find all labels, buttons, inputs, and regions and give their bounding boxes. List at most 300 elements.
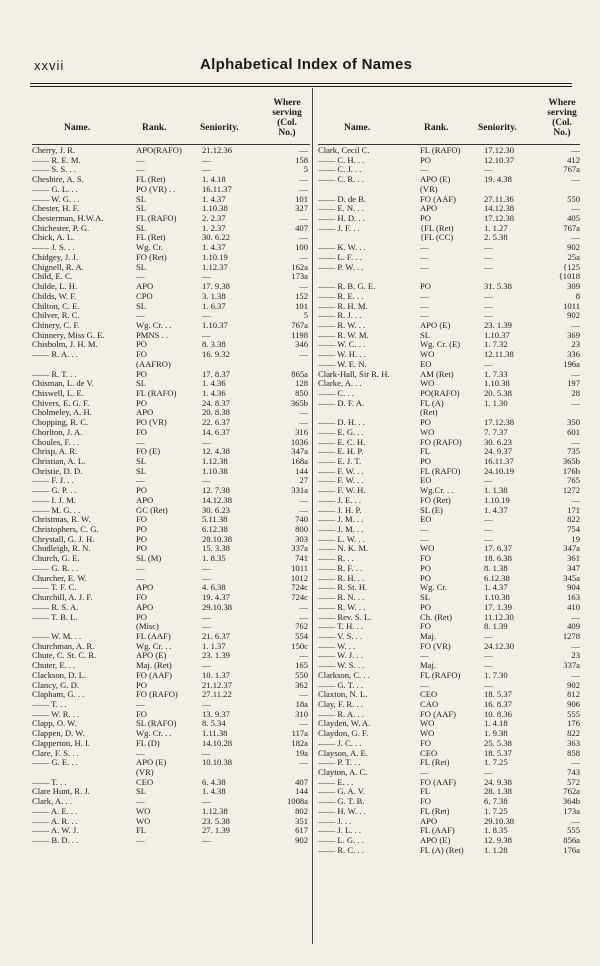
- index-entry: [32, 583, 310, 593]
- entry-seniority: 28. 1.38: [484, 787, 512, 797]
- index-entry: [32, 710, 310, 720]
- entry-col-no: 724c: [291, 593, 308, 603]
- entry-name: —— T. . .: [32, 699, 67, 709]
- entry-name: Clayden, W. A.: [318, 719, 371, 729]
- entry-name: Chrystall, G. J. H.: [32, 534, 95, 544]
- entry-col-no: 150c: [291, 641, 308, 651]
- entry-seniority: —: [484, 680, 493, 690]
- entry-rank: WO: [136, 816, 151, 826]
- entry-seniority: 14. 6.37: [202, 427, 230, 437]
- entry-col-no: —: [571, 233, 580, 243]
- entry-seniority: —: [484, 651, 493, 661]
- entry-seniority: —: [202, 311, 211, 321]
- entry-rank: FL: [420, 447, 431, 457]
- entry-seniority: 1.10.38: [484, 593, 510, 603]
- entry-rank: FL (RAFO): [136, 388, 177, 398]
- entry-col-no: 902: [567, 311, 580, 321]
- entry-rank: APO: [420, 816, 438, 826]
- entry-rank: WO: [420, 719, 435, 729]
- entry-name: —— R. A. . .: [318, 709, 364, 719]
- index-entry: [318, 428, 580, 438]
- entry-seniority: 23. 5.38: [202, 816, 230, 826]
- entry-col-no: 347a: [563, 544, 580, 554]
- entry-name: —— G. L. . .: [32, 184, 78, 194]
- entry-name: Chivers, E. G. F.: [32, 398, 90, 408]
- index-entry: [318, 165, 580, 175]
- index-entry: [32, 554, 310, 564]
- entry-seniority: 1. 4.37: [202, 243, 226, 253]
- index-entry: [32, 175, 310, 185]
- entry-rank: —: [420, 768, 429, 777]
- right-header-rule: [318, 144, 580, 145]
- entry-rank: FL (AAF): [136, 631, 171, 641]
- index-entry: [32, 447, 310, 457]
- entry-name: Cholmeley, A. H.: [32, 408, 92, 418]
- entry-col-no: 572: [567, 777, 580, 787]
- entry-rank: FL (Ret): [136, 175, 166, 185]
- entry-name: —— R. N. . .: [318, 593, 365, 603]
- index-entry: [32, 243, 310, 253]
- page-number: xxvii: [34, 58, 65, 73]
- entry-name: —— W. H. . .: [318, 350, 366, 360]
- entry-rank: PO (VR) . .: [136, 184, 176, 194]
- entry-name: —— R. C. . .: [318, 845, 364, 855]
- entry-rank: FO (Ret): [136, 252, 167, 262]
- entry-seniority: 1. 4.18: [484, 719, 508, 729]
- index-entry: [32, 476, 310, 486]
- index-entry: [32, 292, 310, 302]
- entry-seniority: 27.11.36: [484, 194, 514, 204]
- entry-rank: SL: [136, 194, 147, 204]
- entry-name: Clapham, G. . .: [32, 690, 85, 700]
- entry-seniority: —: [484, 534, 493, 544]
- index-entry: [318, 622, 580, 632]
- entry-seniority: 11.12.30: [484, 612, 514, 622]
- index-entry: [318, 817, 580, 827]
- entry-rank: —: [420, 301, 429, 311]
- index-entry: [32, 622, 310, 632]
- index-entry: [318, 340, 580, 350]
- index-entry: [32, 360, 310, 370]
- index-entry: [318, 690, 580, 700]
- entry-col-no: 767a: [563, 165, 580, 175]
- entry-rank: CAO: [420, 699, 439, 709]
- entry-seniority: —: [484, 661, 493, 671]
- entry-name: Childe, L. H.: [32, 282, 78, 292]
- name-header: Name.: [64, 123, 91, 133]
- entry-rank: CEO: [136, 777, 154, 787]
- index-entry: [318, 185, 580, 195]
- entry-seniority: 1. 7.25: [484, 758, 508, 768]
- index-entry: [318, 544, 580, 554]
- index-entry: [318, 156, 580, 166]
- entry-seniority: 17. 6.37: [484, 544, 512, 554]
- entry-seniority: 6.12.38: [484, 573, 510, 583]
- entry-rank: CEO: [420, 690, 438, 700]
- entry-name: Churcher, E. W.: [32, 573, 87, 583]
- index-entry: [32, 195, 310, 205]
- index-entry: [318, 224, 580, 234]
- entry-seniority: 23. 1.39: [202, 651, 230, 661]
- entry-name: —— E. C. H.: [318, 437, 366, 447]
- entry-rank: APO: [136, 282, 154, 292]
- index-entry: [32, 758, 310, 768]
- entry-name: —— G. A. V.: [318, 787, 365, 797]
- entry-col-no: —: [299, 651, 308, 661]
- entry-col-no: —: [571, 758, 580, 768]
- entry-col-no: 350: [567, 418, 580, 428]
- entry-name: —— T. F. C.: [32, 583, 77, 593]
- entry-rank: FL (RAFO): [136, 214, 177, 224]
- entry-rank: PO: [420, 282, 431, 292]
- entry-rank: —: [136, 748, 145, 758]
- entry-name: —— W. . .: [318, 641, 356, 651]
- entry-seniority: 20. 5.38: [484, 388, 512, 398]
- index-entry: [318, 282, 580, 292]
- entry-rank: PO: [136, 534, 147, 544]
- entry-name: Chrisp, A. R.: [32, 447, 78, 457]
- entry-rank: FL (Ret): [420, 758, 450, 768]
- index-entry: [32, 681, 310, 691]
- entry-col-no: —: [571, 437, 580, 447]
- entry-seniority: 5.11.38: [202, 515, 228, 525]
- entry-name: —— J. S. . .: [32, 243, 75, 253]
- seniority-header: Seniority.: [200, 123, 239, 133]
- entry-rank: —: [420, 262, 429, 272]
- entry-rank: —: [136, 165, 145, 175]
- entry-seniority: 12. 4.38: [202, 447, 230, 457]
- index-entry: [32, 661, 310, 671]
- entry-rank: PO: [136, 398, 147, 408]
- entry-seniority: 29.10.38: [484, 816, 515, 826]
- entry-name: —— R. . .: [318, 554, 354, 564]
- entry-col-no: 128: [295, 379, 308, 389]
- entry-seniority: 15. 3.38: [202, 544, 230, 554]
- entry-seniority: 3. 1.38: [202, 291, 226, 301]
- entry-col-no: —: [571, 398, 580, 408]
- entry-seniority: 1. 6.37: [202, 301, 226, 311]
- index-entry: [318, 243, 580, 253]
- entry-name: Claydon, G. F.: [318, 729, 369, 739]
- entry-name: —— B. D. . .: [32, 836, 79, 846]
- entry-seniority: —: [202, 622, 211, 632]
- entry-rank: SL: [136, 223, 147, 233]
- entry-col-no: 762: [295, 622, 308, 632]
- index-entry: [318, 778, 580, 788]
- entry-name: Christian, A. L.: [32, 457, 86, 466]
- index-entry: [32, 729, 310, 739]
- entry-seniority: —: [484, 291, 493, 301]
- entry-rank: Wg.Cr. . .: [420, 486, 454, 496]
- entry-seniority: 1.10.38: [484, 379, 510, 389]
- entry-seniority: —: [202, 699, 211, 709]
- entry-seniority: 14.12.38: [202, 495, 233, 505]
- entry-rank: APO(RAFO): [136, 146, 182, 155]
- entry-col-no: —: [299, 282, 308, 292]
- entry-name: Cheshire, A. S.: [32, 175, 84, 185]
- entry-name: —— T. . .: [32, 777, 67, 787]
- entry-seniority: 12.11.38: [484, 350, 514, 360]
- entry-col-no: 173a: [563, 806, 580, 816]
- entry-col-no: 18a: [295, 699, 308, 709]
- entry-name: Chichester, P. G.: [32, 223, 90, 233]
- entry-name: —— L. F. . .: [318, 252, 362, 262]
- index-entry: [318, 418, 580, 428]
- entry-seniority: 1. 7.30: [484, 670, 508, 680]
- entry-col-no: 182a: [291, 738, 308, 748]
- entry-name: —— J. H. P.: [318, 505, 362, 515]
- entry-name: Chisholm, J. H. M.: [32, 340, 98, 350]
- entry-name: Childs, W. F.: [32, 291, 77, 301]
- entry-name: —— L. G. . .: [318, 836, 364, 846]
- entry-name: —— L. W. . .: [318, 534, 365, 544]
- entry-rank: FL (RAFO): [420, 466, 461, 476]
- entry-col-no: 1198: [291, 330, 308, 340]
- entry-rank: FO (AAF): [420, 194, 457, 204]
- seniority-header: Seniority.: [478, 123, 517, 133]
- entry-seniority: 8. 5.34: [202, 719, 226, 729]
- entry-name: —— R. E. . .: [318, 291, 364, 301]
- entry-seniority: —: [484, 301, 493, 311]
- entry-col-no: 906: [567, 699, 580, 709]
- entry-col-no: 327: [295, 204, 308, 214]
- entry-seniority: 24. 9.37: [484, 447, 512, 457]
- entry-seniority: 21.12.36: [202, 146, 233, 155]
- page-header: [0, 54, 600, 78]
- entry-seniority: —: [202, 797, 211, 807]
- entry-rank: Wg. Cr.: [136, 243, 163, 253]
- index-entry: [318, 554, 580, 564]
- entry-rank: PO: [420, 563, 431, 573]
- entry-rank: EO: [420, 359, 432, 369]
- index-entry: [318, 807, 580, 817]
- entry-seniority: 18. 5.37: [484, 690, 512, 700]
- index-entry: [32, 749, 310, 759]
- index-entry: [318, 768, 580, 778]
- entry-name: Chick, A. L.: [32, 233, 75, 243]
- entry-col-no: —: [571, 146, 580, 155]
- entry-rank: FO (AAF): [136, 670, 173, 680]
- entry-seniority: 19. 4.37: [202, 593, 230, 603]
- entry-name: —— J. F. . .: [318, 223, 360, 233]
- entry-col-no: 902: [567, 680, 580, 690]
- entry-name: Chisman, L. de V.: [32, 379, 94, 389]
- entry-rank: —: [420, 534, 429, 544]
- entry-seniority: 1. 4.37: [202, 194, 226, 204]
- index-entry: [32, 399, 310, 409]
- entry-seniority: 31. 5.38: [484, 282, 512, 292]
- index-entry: [318, 233, 580, 243]
- entry-seniority: 30. 6.23: [484, 437, 512, 447]
- entry-seniority: 27. 1.39: [202, 826, 230, 836]
- index-entry: [32, 544, 310, 554]
- entry-seniority: 1.10.37: [202, 320, 228, 330]
- entry-rank: FL (RAFO): [420, 670, 461, 680]
- index-entry: [318, 350, 580, 360]
- entry-rank: PO (VR): [136, 418, 167, 428]
- index-entry: [318, 613, 580, 623]
- index-entry: [318, 476, 580, 486]
- entry-seniority: —: [484, 165, 493, 175]
- entry-seniority: 1.12.38: [202, 457, 228, 466]
- entry-rank: SL: [420, 593, 431, 603]
- entry-seniority: 17. 1.39: [484, 602, 512, 612]
- index-entry: [318, 593, 580, 603]
- index-entry: [318, 399, 580, 409]
- entry-seniority: 1. 4.37: [484, 583, 508, 593]
- entry-name: Claxton, N. L.: [318, 690, 368, 700]
- entry-seniority: 1.10.37: [484, 330, 510, 340]
- entry-seniority: —: [202, 573, 211, 583]
- entry-rank: EO: [420, 515, 432, 525]
- entry-col-no: 19: [571, 534, 580, 544]
- index-entry: [32, 185, 310, 195]
- col-no-header: Where serving (Col. No.): [272, 98, 302, 138]
- entry-col-no: 754: [567, 525, 580, 535]
- entry-rank: FL (RAFO): [420, 146, 461, 155]
- entry-seniority: 1. 7.32: [484, 340, 508, 350]
- entry-rank: (Ret): [420, 408, 438, 418]
- entry-col-no: 163: [567, 593, 580, 603]
- page-title: Alphabetical Index of Names: [200, 56, 413, 73]
- entry-rank: PO(RAFO): [420, 388, 460, 398]
- entry-seniority: —: [484, 631, 493, 641]
- entry-col-no: 822: [567, 515, 580, 525]
- entry-name: Chester, H. F.: [32, 204, 79, 214]
- index-entry: [32, 671, 310, 681]
- entry-name: —— W. M. . .: [32, 631, 82, 641]
- entry-name: —— H. D. . .: [318, 214, 365, 224]
- entry-col-no: 25a: [567, 252, 580, 262]
- entry-seniority: 10. 8.36: [484, 709, 512, 719]
- entry-seniority: 1. 8.35: [202, 554, 226, 564]
- entry-seniority: —: [484, 311, 493, 321]
- entry-col-no: 23: [571, 340, 580, 350]
- entry-seniority: 1.10.19: [484, 495, 510, 505]
- entry-name: Chinnery, Miss G. E.: [32, 330, 105, 340]
- entry-rank: Ch. (Ret): [420, 612, 452, 622]
- entry-rank: WO: [420, 544, 435, 554]
- entry-col-no: 724c: [291, 583, 308, 593]
- entry-seniority: 1. 1.38: [484, 486, 508, 496]
- entry-seniority: 1. 8.35: [484, 826, 508, 836]
- entry-col-no: 1272: [562, 486, 580, 496]
- entry-name: Chignell, R. A.: [32, 262, 84, 272]
- rank-header: Rank.: [424, 123, 449, 133]
- entry-col-no: 822: [567, 729, 580, 739]
- entry-seniority: 29.10.38: [202, 602, 233, 612]
- index-entry: [318, 729, 580, 739]
- entry-rank: FO: [420, 622, 431, 632]
- entry-seniority: 12.10.37: [484, 155, 515, 165]
- entry-seniority: —: [484, 515, 493, 525]
- index-entry: [32, 515, 310, 525]
- entry-col-no: —: [571, 495, 580, 505]
- left-entries: [32, 146, 310, 846]
- entry-name: —— D. F. A.: [318, 398, 365, 408]
- entry-name: —— R. W. . .: [318, 602, 366, 612]
- entry-seniority: 1.10.38: [202, 204, 228, 214]
- entry-rank: PO: [420, 418, 431, 428]
- index-entry: [32, 408, 310, 418]
- index-entry: [318, 836, 580, 846]
- entry-seniority: —: [484, 525, 493, 535]
- entry-col-no: —: [299, 505, 308, 515]
- entry-name: —— R. H. . .: [318, 573, 365, 583]
- entry-seniority: —: [202, 165, 211, 175]
- entry-seniority: 6. 4.38: [202, 777, 226, 787]
- entry-seniority: 14.12.38: [484, 204, 515, 214]
- entry-seniority: 24. 8.37: [202, 398, 230, 408]
- entry-rank: PO: [136, 486, 147, 496]
- entry-seniority: 16.11.37: [202, 184, 232, 194]
- entry-col-no: 197: [567, 379, 580, 389]
- entry-name: Clarke, A. . .: [318, 379, 362, 389]
- entry-col-no: 902: [295, 836, 308, 846]
- entry-seniority: 2. 2.37: [202, 214, 226, 224]
- entry-seniority: —: [484, 252, 493, 262]
- entry-col-no: 176: [567, 719, 580, 729]
- entry-rank: —: [136, 155, 145, 165]
- entry-col-no: —: [571, 320, 580, 330]
- entry-rank: —: [420, 291, 429, 301]
- entry-seniority: 1. 9.38: [484, 729, 508, 739]
- entry-seniority: —: [202, 437, 211, 447]
- entry-rank: SL: [136, 379, 147, 389]
- entry-rank: FO: [420, 797, 431, 807]
- index-entry: [318, 583, 580, 593]
- entry-col-no: 362: [295, 680, 308, 690]
- entry-name: —— R. E. M.: [32, 155, 81, 165]
- entry-col-no: 303: [295, 534, 308, 544]
- entry-seniority: 17.12.38: [484, 418, 515, 428]
- entry-seniority: 1. 7.33: [484, 369, 508, 379]
- index-entry: [32, 836, 310, 846]
- index-entry: [318, 496, 580, 506]
- entry-name: Church, G. E.: [32, 554, 80, 564]
- entry-col-no: 405: [567, 214, 580, 224]
- entry-rank: WO: [136, 806, 151, 816]
- entry-rank: PMNS . .: [136, 330, 168, 340]
- entry-seniority: 14.10.28: [202, 738, 233, 748]
- index-entry: [318, 321, 580, 331]
- entry-seniority: 21.12.37: [202, 680, 233, 690]
- index-entry: [318, 204, 580, 214]
- entry-seniority: 13. 9.37: [202, 709, 230, 719]
- entry-rank: FO (RAFO): [420, 437, 462, 447]
- entry-col-no: —: [299, 146, 308, 155]
- entry-col-no: 363: [567, 738, 580, 748]
- index-entry: [318, 408, 580, 418]
- entry-rank: WO: [420, 379, 435, 389]
- entry-col-no: 347: [567, 563, 580, 573]
- entry-col-no: 741: [295, 554, 308, 564]
- entry-rank: (VR): [420, 184, 438, 194]
- entry-rank: Maj.: [420, 661, 436, 671]
- entry-col-no: —: [299, 214, 308, 224]
- entry-col-no: 902: [567, 243, 580, 253]
- entry-col-no: 101: [295, 301, 308, 311]
- entry-col-no: 365b: [562, 457, 580, 466]
- entry-rank: PO: [420, 602, 431, 612]
- entry-rank: —: [420, 311, 429, 321]
- entry-rank: SL: [136, 787, 147, 797]
- index-entry: [318, 506, 580, 516]
- entry-name: Clay, F. R. . .: [318, 699, 363, 709]
- index-entry: [32, 302, 310, 312]
- entry-rank: FL (A): [420, 398, 444, 408]
- entry-seniority: 18. 6.38: [484, 554, 512, 564]
